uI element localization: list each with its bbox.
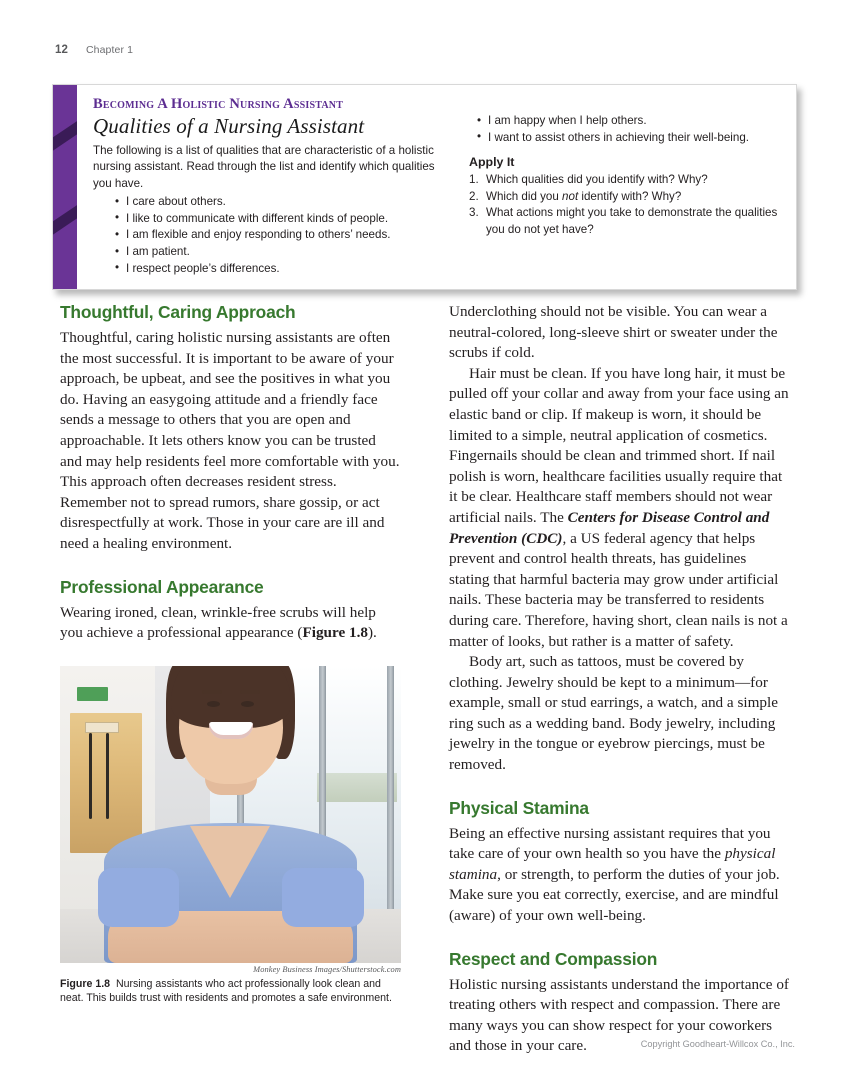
list-item bbox=[469, 189, 782, 206]
paragraph-body-art-jewelry: Body art, such as tattoos, must be covered by clothing. Jewelry should be kept to a minimum—for example, small or stud earrings, a watch, and a simple ring such as a wedding band. Body jewelry, including jewelry in the tongue or eyebrow piercings, must be removed. bbox=[449, 653, 778, 774]
feature-right-column bbox=[445, 95, 782, 277]
paragraph-hair-and-nails bbox=[449, 364, 790, 652]
photo-credit: Monkey Business Images/Shutterstock.com bbox=[253, 964, 401, 974]
para-pa-post: ). bbox=[367, 624, 377, 642]
apply-item-2-emphasis: not bbox=[562, 189, 579, 203]
diagonal-slash-icon bbox=[53, 199, 77, 237]
feature-left-column bbox=[93, 95, 445, 277]
list-item: • I am happy when I help others. bbox=[477, 113, 782, 130]
right-column bbox=[449, 302, 790, 1057]
apply-it-heading: Apply It bbox=[469, 155, 515, 170]
heading-professional-appearance: Professional Appearance bbox=[60, 576, 264, 597]
purple-accent-bar bbox=[53, 85, 77, 289]
qualities-list-left bbox=[93, 194, 445, 277]
heading-physical-stamina: Physical Stamina bbox=[449, 797, 589, 818]
list-item: • I am flexible and enjoy responding to others’ needs. bbox=[115, 227, 445, 244]
person-eye bbox=[207, 701, 220, 707]
exit-sign-icon bbox=[77, 687, 108, 702]
door-sign bbox=[85, 722, 120, 734]
list-item: • I like to communicate with different kinds of people. bbox=[115, 211, 445, 228]
scrubs-v-neck bbox=[190, 826, 270, 898]
chapter-label: Chapter 1 bbox=[86, 44, 134, 56]
para-pa-pre: Wearing ironed, clean, wrinkle-free scrubs will help you achieve a professional appearance ( bbox=[60, 603, 376, 642]
feature-title: Qualities of a Nursing Assistant bbox=[93, 114, 365, 138]
feature-box-body bbox=[77, 85, 796, 289]
figure-1-8 bbox=[60, 666, 401, 1006]
figure-caption-label: Figure 1.8 bbox=[60, 977, 111, 990]
diagonal-slash-icon bbox=[53, 115, 77, 153]
scrubs-sleeve bbox=[282, 868, 364, 927]
para-ps-post: , or strength, to perform the duties of your job. Make sure you eat correctly, exercise, and are mindful (aware) of your own well-being. bbox=[449, 865, 780, 925]
page-number: 12 bbox=[55, 44, 68, 56]
feature-box-wrapper bbox=[52, 84, 797, 290]
list-item: • I am patient. bbox=[115, 244, 445, 261]
feature-eyebrow: Becoming A Holistic Nursing Assistant bbox=[93, 96, 344, 112]
person-eyebrow bbox=[240, 690, 260, 694]
figure-reference: Figure 1.8 bbox=[302, 624, 368, 642]
person-eyebrow bbox=[202, 690, 222, 694]
paragraph-thoughtful-caring-approach: Thoughtful, caring holistic nursing assistants are often the most successful. It is important to be aware of your approach, be upbeat, and see the positives in what you do. Having an easygoing attitude and a friendly face sends a message to others that you are open and approachable. It lets others know you can be trusted and may help residents feel more comfortable with you. This approach often decreases resident stress. Remember not to spread rumors, share gossip, or act disrespectfully at work. Those in your care are ill and need a healing environment. bbox=[60, 329, 400, 552]
para2-pre: Hair must be clean. If you have long hair, it must be pulled off your collar and away from your face using an elastic band or clip. If makeup is worn, it should be limited to a simple, neutral application of cosmetics. Fingernails should be clean and trimmed short. If nail polish is worn, healthcare facilities usually require that it be clear. Healthcare staff members should not wear artificial nails. The bbox=[449, 364, 789, 526]
copyright-line: Copyright Goodheart-Willcox Co., Inc. bbox=[640, 1039, 795, 1049]
feature-intro-text: The following is a list of qualities that are characteristic of a holistic nursing assistant. Read through the list and identify which qualities you have. bbox=[93, 144, 435, 190]
para2-post: , a US federal agency that helps prevent and control health threats, has guidelines stating that harmful bacteria may grow under artificial nails. These bacteria may be transferred to residents during care. Therefore, having short, clean nails is not a matter of looks, but rather is a matter of safety. bbox=[449, 529, 788, 650]
para-ps-pre: Being an effective nursing assistant requires that you take care of your own health so you have the bbox=[449, 824, 771, 863]
body-columns bbox=[60, 302, 790, 1057]
paragraph-professional-appearance bbox=[60, 603, 401, 644]
heading-thoughtful-caring-approach: Thoughtful, Caring Approach bbox=[60, 302, 296, 322]
list-item: • I care about others. bbox=[115, 194, 445, 211]
list-item: Which qualities did you identify with? Why? bbox=[486, 173, 708, 187]
person-smile bbox=[209, 722, 253, 739]
person-hair bbox=[171, 666, 291, 728]
term-cdc: Centers for Disease Control and Prevention (CDC) bbox=[449, 508, 770, 547]
apply-item-2-post: identify with? Why? bbox=[578, 189, 682, 203]
list-item: • I respect people’s differences. bbox=[115, 261, 445, 278]
apply-it-list bbox=[469, 172, 782, 238]
figure-caption bbox=[60, 977, 401, 1006]
term-physical-stamina: physical stamina bbox=[449, 845, 776, 883]
paragraph-underclothing: Underclothing should not be visible. You can wear a neutral-colored, long-sleeve shirt or sweater under the scrubs if cold. bbox=[449, 303, 778, 362]
paragraph-physical-stamina bbox=[449, 824, 790, 927]
scrubs-sleeve bbox=[98, 868, 180, 927]
nursing-assistant-photo bbox=[60, 666, 401, 963]
list-item: What actions might you take to demonstrate the qualities you do not yet have? bbox=[486, 206, 778, 236]
apply-item-2-pre: Which did you bbox=[486, 189, 563, 203]
left-column bbox=[60, 302, 401, 1057]
qualities-list-right bbox=[469, 113, 782, 146]
becoming-a-holistic-nursing-assistant-box bbox=[52, 84, 797, 290]
heading-respect-and-compassion: Respect and Compassion bbox=[449, 948, 658, 969]
running-head bbox=[55, 44, 133, 56]
list-item: • I want to assist others in achieving their well-being. bbox=[477, 130, 782, 147]
photo-person bbox=[60, 737, 401, 963]
figure-caption-text: Nursing assistants who act professionally look clean and neat. This builds trust with residents and promotes a safe environment. bbox=[60, 977, 392, 1005]
paragraph-respect-and-compassion: Holistic nursing assistants understand the importance of treating others with respect and compassion. There are many ways you can show respect for your coworkers and those in your care. bbox=[449, 975, 789, 1055]
